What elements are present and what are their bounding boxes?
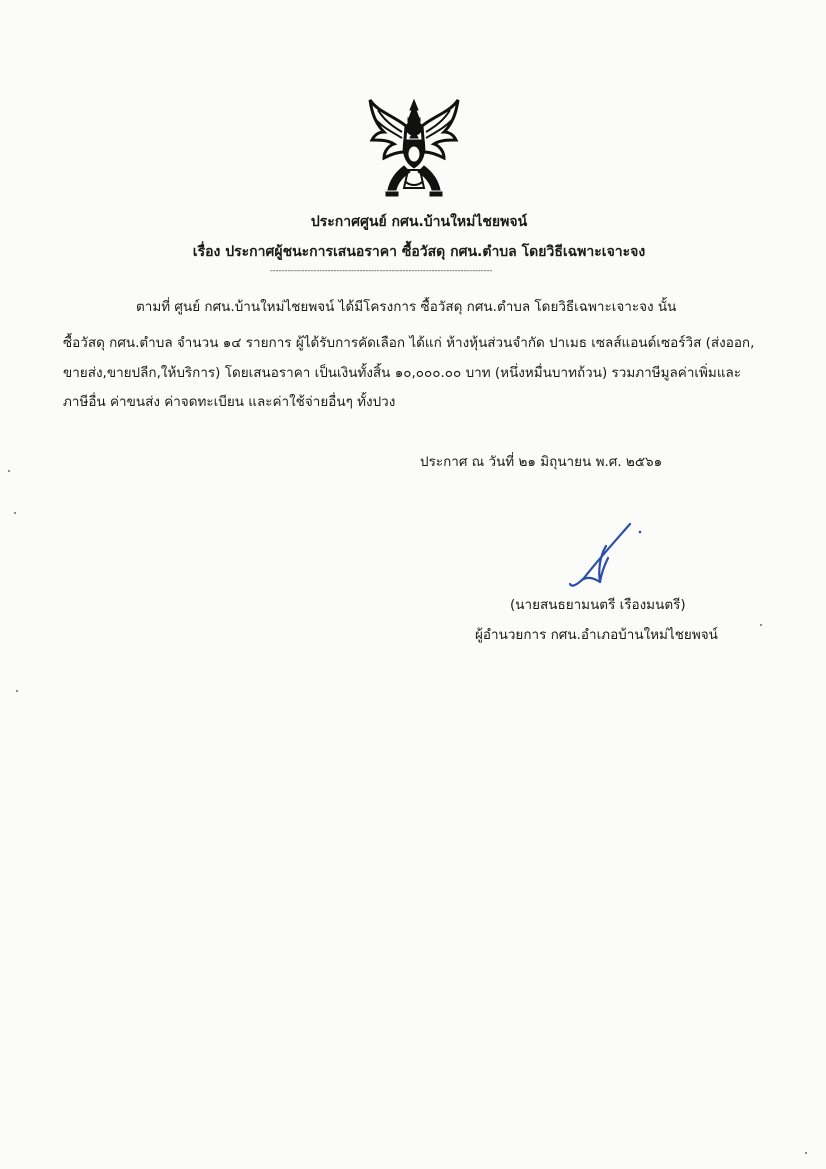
scan-speck xyxy=(805,1152,807,1154)
document-subject: เรื่อง ประกาศผู้ชนะการเสนอราคา ซื้อวัสดุ กศน.ตำบล โดยวิธีเฉพาะเจาะจง xyxy=(192,244,646,260)
document-title: ประกาศศูนย์ กศน.บ้านใหม่ไชยพจน์ xyxy=(310,214,528,230)
scan-speck xyxy=(760,624,762,626)
signature-icon xyxy=(560,516,650,592)
body-line-4: ภาษีอื่น ค่าขนส่ง ค่าจดทะเบียน และค่าใช้จ่ายอื่นๆ ทั้งปวง xyxy=(63,394,396,410)
scan-speck xyxy=(16,690,18,692)
body-line-1: ตามที่ ศูนย์ กศน.บ้านใหม่ไชยพจน์ ได้มีโครงการ ซื้อวัสดุ กศน.ตำบล โดยวิธีเฉพาะเจาะจง นั้น xyxy=(136,299,677,315)
body-line-3: ขายส่ง,ขายปลีก,ให้บริการ) โดยเสนอราคา เป็นเงินทั้งสิ้น ๑๐,๐๐๐.๐๐ บาท (หนึ่งหมื่นบาทถ้วน) รวมภาษีมูลค่าเพิ่มและ xyxy=(63,365,742,381)
signer-position: ผู้อำนวยการ กศน.อำเภอบ้านใหม่ไชยพจน์ xyxy=(475,627,718,643)
separator-line: ----------------------------------------------------------------------------- xyxy=(270,266,493,275)
signer-name: (นายสนธยามนตรี เรืองมนตรี) xyxy=(510,597,686,613)
body-line-2: ซื้อวัสดุ กศน.ตำบล จำนวน ๑๔ รายการ ผู้ได้รับการคัดเลือก ได้แก่ ห้างหุ้นส่วนจำกัด ปาเมธ เซลส์แอนด์เซอร์วิส (ส่งออก, xyxy=(63,335,755,351)
announce-date: ประกาศ ณ วันที่ ๒๑ มิถุนายน พ.ศ. ๒๕๖๑ xyxy=(420,454,663,470)
scan-speck xyxy=(8,470,10,472)
garuda-emblem-icon xyxy=(364,96,464,200)
scan-speck xyxy=(14,512,16,514)
